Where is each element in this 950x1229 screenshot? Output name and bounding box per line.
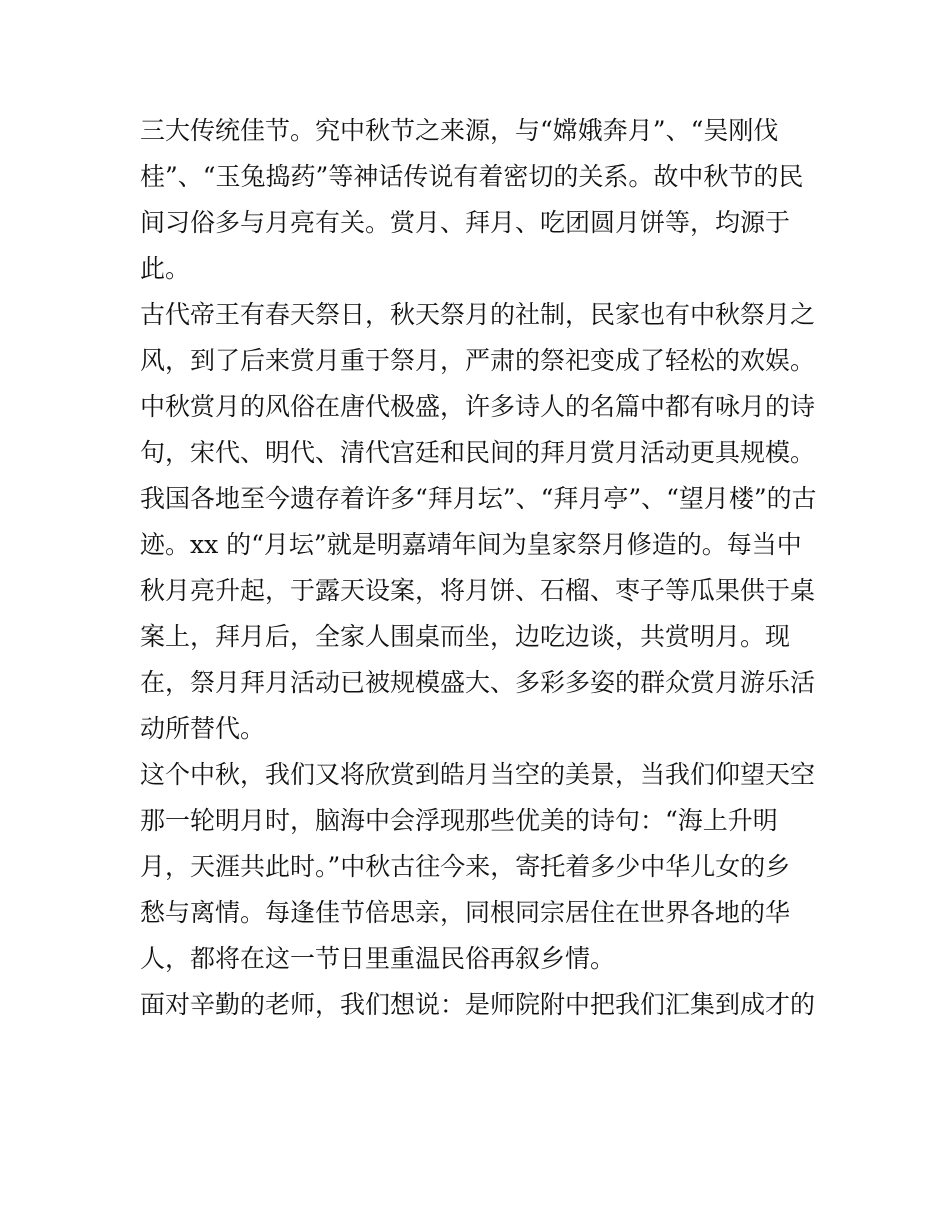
text-line: 秋月亮升起，于露天设案，将月饼、石榴、枣子等瓜果供于桌 <box>140 576 816 605</box>
text-line: 句，宋代、明代、清代宫廷和民间的拜月赏月活动更具规模。 <box>140 438 816 467</box>
text-line: 那一轮明月时，脑海中会浮现那些优美的诗句：“海上升明 <box>140 806 778 835</box>
text-line: 迹。xx 的“月坛”就是明嘉靖年间为皇家祭月修造的。每当中 <box>140 530 802 559</box>
text-line: 此。 <box>140 254 191 283</box>
text-line: 间习俗多与月亮有关。赏月、拜月、吃团圆月饼等，均源于 <box>140 208 791 237</box>
text-line: 在，祭月拜月活动已被规模盛大、多彩多姿的群众赏月游乐活 <box>140 668 816 697</box>
text-line: 月，天涯共此时。”中秋古往今来，寄托着多少中华儿女的乡 <box>140 852 791 881</box>
text-line: 我国各地至今遗存着许多“拜月坛”、“拜月亭”、“望月楼”的古 <box>140 484 817 513</box>
text-line: 这个中秋，我们又将欣赏到皓月当空的美景，当我们仰望天空 <box>140 760 816 789</box>
text-line: 面对辛勤的老师，我们想说：是师院附中把我们汇集到成才的 <box>140 990 816 1019</box>
text-line: 中秋赏月的风俗在唐代极盛，许多诗人的名篇中都有咏月的诗 <box>140 392 816 421</box>
text-line: 古代帝王有春天祭日，秋天祭月的社制，民家也有中秋祭月之 <box>140 300 816 329</box>
text-line: 三大传统佳节。究中秋节之来源，与“嫦娥奔月”、“吴刚伐 <box>140 116 779 145</box>
text-line: 动所替代。 <box>140 714 266 743</box>
text-line: 案上，拜月后，全家人围桌而坐，边吃边谈，共赏明月。现 <box>140 622 791 651</box>
text-line: 愁与离情。每逢佳节倍思亲，同根同宗居住在世界各地的华 <box>140 898 791 927</box>
text-line: 桂”、“玉兔捣药”等神话传说有着密切的关系。故中秋节的民 <box>140 162 804 191</box>
text-line: 人，都将在这一节日里重温民俗再叙乡情。 <box>140 944 616 973</box>
text-line: 风，到了后来赏月重于祭月，严肃的祭祀变成了轻松的欢娱。 <box>140 346 816 375</box>
body-text <box>140 108 820 1028</box>
